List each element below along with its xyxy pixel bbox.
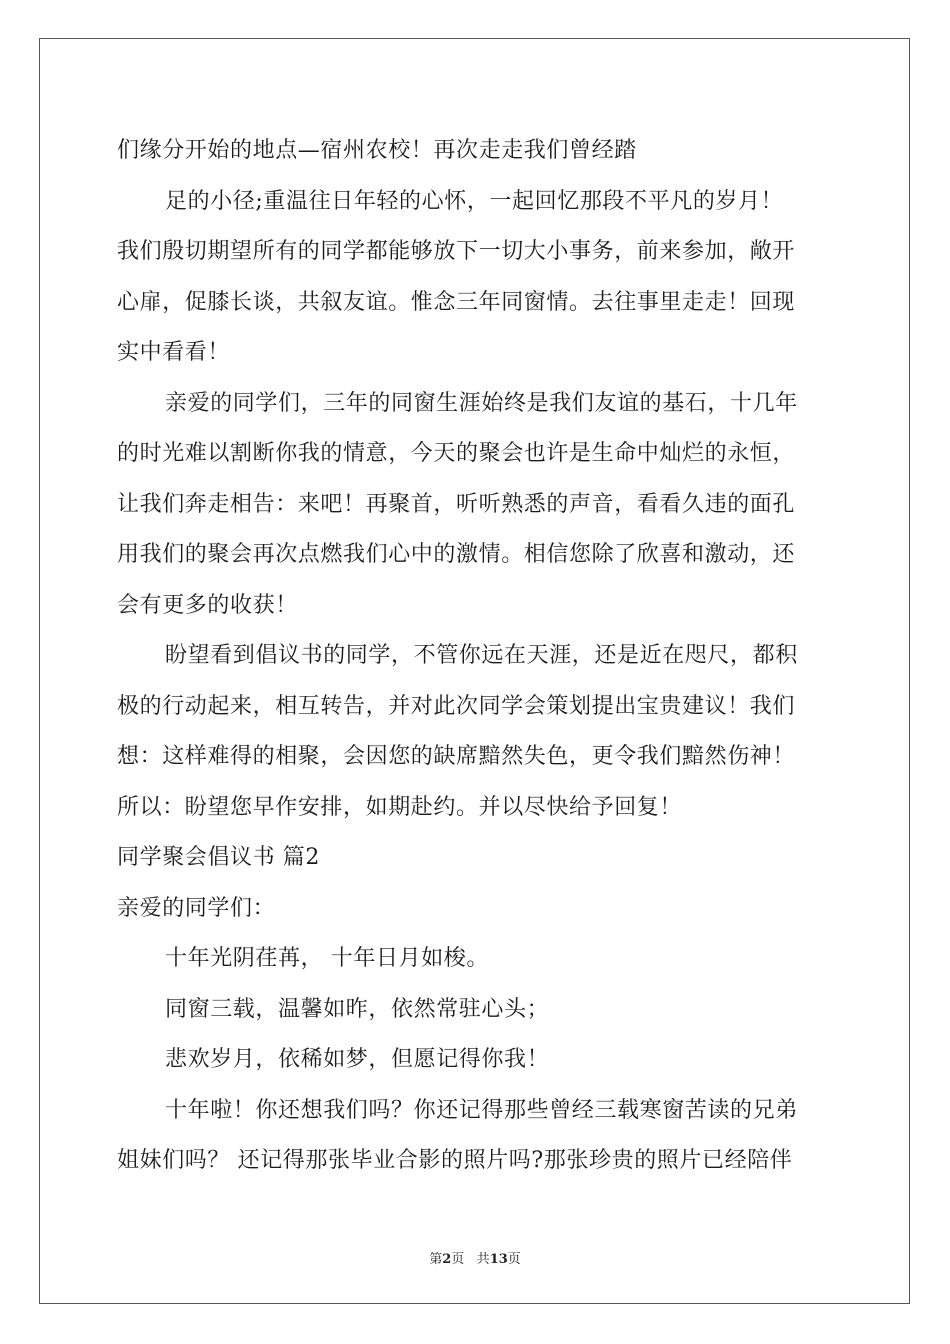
text-line: 盼望看到倡议书的同学，不管你远在天涯，还是近在咫尺，都积 <box>165 643 798 668</box>
footer-total-suffix: 页 <box>507 1252 521 1267</box>
text-line: 十年啦！你还想我们吗？你还记得那些曾经三载寒窗苦读的兄弟 <box>165 1097 798 1123</box>
text-line: 们缘分开始的地点—宿州农校！再次走走我们曾经踏 <box>117 138 637 163</box>
text-line: 我们殷切期望所有的同学都能够放下一切大小事务，前来参加，敞开 <box>117 239 796 264</box>
text-line: 悲欢岁月，依稀如梦，但愿记得你我！ <box>165 1047 550 1072</box>
text-line: 同窗三载，温馨如昨，依然常驻心头； <box>165 996 550 1022</box>
section-heading: 同学聚会倡议书 篇2 <box>117 845 320 870</box>
text-line: 足的小径;重温往日年轻的心怀，一起回忆那段不平凡的岁月！ <box>165 188 784 214</box>
salutation: 亲爱的同学们： <box>117 895 276 921</box>
text-line: 姐妹们吗？ 还记得那张毕业合影的照片吗?那张珍贵的照片已经陪伴 <box>117 1148 793 1173</box>
text-line: 十年光阴荏苒， 十年日月如梭。 <box>165 946 489 971</box>
text-line: 亲爱的同学们，三年的同窗生涯始终是我们友谊的基石，十几年 <box>165 390 798 416</box>
footer-total-prefix: 共 <box>476 1252 490 1267</box>
text-line: 想：这样难得的相聚，会因您的缺席黯然失色，更令我们黯然伤神！ <box>117 744 796 769</box>
footer-prefix: 第 <box>429 1252 443 1267</box>
text-line: 用我们的聚会再次点燃我们心中的激情。相信您除了欣喜和激动，还 <box>117 542 796 567</box>
current-page-number: 2 <box>442 1252 452 1267</box>
text-line: 的时光难以割断你我的情意，今天的聚会也许是生命中灿烂的永恒， <box>117 441 796 466</box>
page-footer <box>0 1248 950 1267</box>
text-line: 心扉，促膝长谈，共叙友谊。惟念三年同窗情。去往事里走走！回现 <box>117 289 796 315</box>
footer-page-suffix: 页 <box>451 1252 465 1267</box>
text-line: 极的行动起来，相互转告，并对此次同学会策划提出宝贵建议！我们 <box>117 693 796 719</box>
text-line: 所以：盼望您早作安排，如期赴约。并以尽快给予回复！ <box>117 794 683 820</box>
text-line: 让我们奔走相告：来吧！再聚首，听听熟悉的声音，看看久违的面孔 <box>117 491 796 517</box>
text-line: 实中看看！ <box>117 340 231 365</box>
total-pages-number: 13 <box>489 1252 508 1267</box>
text-line: 会有更多的收获！ <box>117 592 298 618</box>
document-body <box>117 126 837 1187</box>
